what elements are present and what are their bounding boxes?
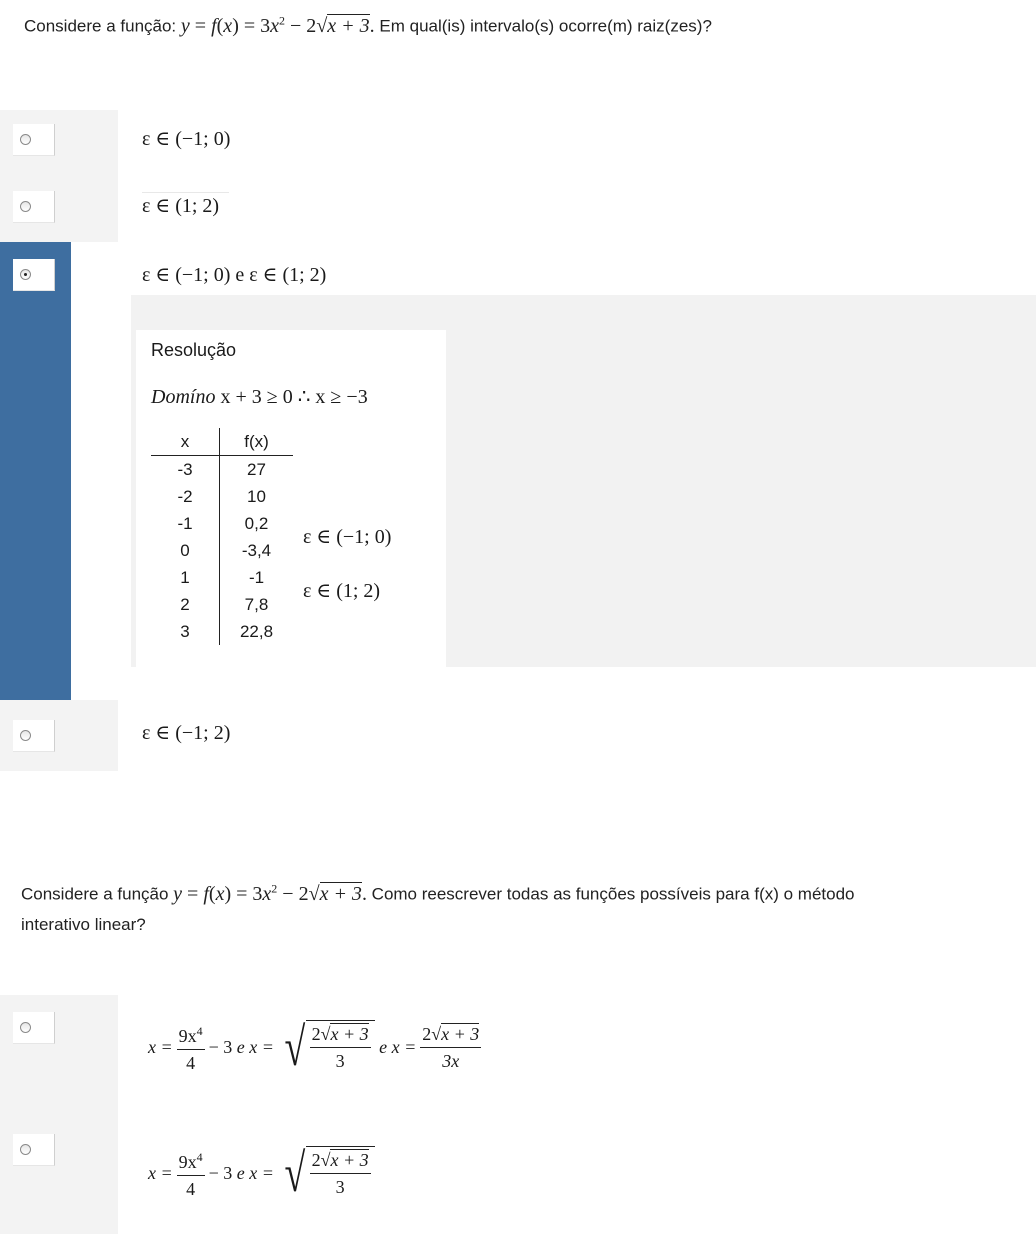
q1-option-3-label: ε ∈ (−1; 0) e ε ∈ (1; 2) <box>142 264 327 286</box>
q1-option-3-radio[interactable] <box>13 259 55 291</box>
question-1-formula: $y = f(x) = 3x^2 - 2√x + 3$. <box>180 13 375 37</box>
resolution-interval-1: ε ∈ (−1; 0) <box>303 526 392 548</box>
q1-option-1-radio[interactable] <box>13 124 55 156</box>
question-2-text <box>21 873 1031 940</box>
question-2-formula: $y = f(x) = 3x^2 - 2√x + 3$. <box>173 881 367 905</box>
selected-option-gutter <box>0 242 71 700</box>
q1-option-2-label: ε ∈ (1; 2) <box>142 192 229 218</box>
question-1-text <box>24 5 712 42</box>
table-header-fx: f(x) <box>220 428 294 456</box>
radio-circle-icon <box>20 730 31 741</box>
table-row: -2 10 <box>151 483 293 510</box>
table-header-x: x <box>151 428 220 456</box>
table-row: 3 22,8 <box>151 618 293 645</box>
table-row: -3 27 <box>151 456 293 484</box>
radio-selected-icon <box>20 269 31 280</box>
resolution-domain: Domíno x + 3 ≥ 0 ∴ x ≥ −3 <box>151 386 368 408</box>
radio-circle-icon <box>20 134 31 145</box>
radio-circle-icon <box>20 1022 31 1033</box>
table-row: 1 -1 <box>151 564 293 591</box>
question-1-suffix: Em qual(is) intervalo(s) ocorre(m) raiz(zes)? <box>374 16 712 36</box>
q2-option-1-radio[interactable] <box>13 1012 55 1044</box>
radio-circle-icon <box>20 1144 31 1155</box>
table-row: 0 -3,4 <box>151 537 293 564</box>
table-row: -1 0,2 <box>151 510 293 537</box>
radio-circle-icon <box>20 201 31 212</box>
q1-option-4-radio[interactable] <box>13 720 55 752</box>
table-row: 2 7,8 <box>151 591 293 618</box>
resolution-interval-2: ε ∈ (1; 2) <box>303 580 381 602</box>
resolution-title: Resolução <box>151 340 237 360</box>
q1-option-1-label: ε ∈ (−1; 0) <box>142 128 231 150</box>
question-2-suffix-line2: interativo linear? <box>21 914 146 934</box>
q2-option-1-formula: x = $\frac{9x^4}{4}$ − 3 e x = √ $\frac{2√x + 3}{3}$ e x = $\frac{2√x + 3}{3x}$ <box>148 1017 480 1077</box>
q2-option-2-formula: x = $\frac{9x^4}{4}$ − 3 e x = √ $\frac{2√x + 3}{3}$ <box>148 1144 375 1202</box>
question-2-prefix: Considere a função <box>21 884 174 904</box>
question-1-prefix: Considere a função: <box>24 16 181 36</box>
values-table <box>151 428 293 645</box>
question-2-suffix: Como reescrever todas as funções possíveis para f(x) o método <box>366 884 855 904</box>
q1-option-2-radio[interactable] <box>13 191 55 223</box>
q2-option-2-radio[interactable] <box>13 1134 55 1166</box>
q1-option-4-label: ε ∈ (−1; 2) <box>142 722 231 744</box>
